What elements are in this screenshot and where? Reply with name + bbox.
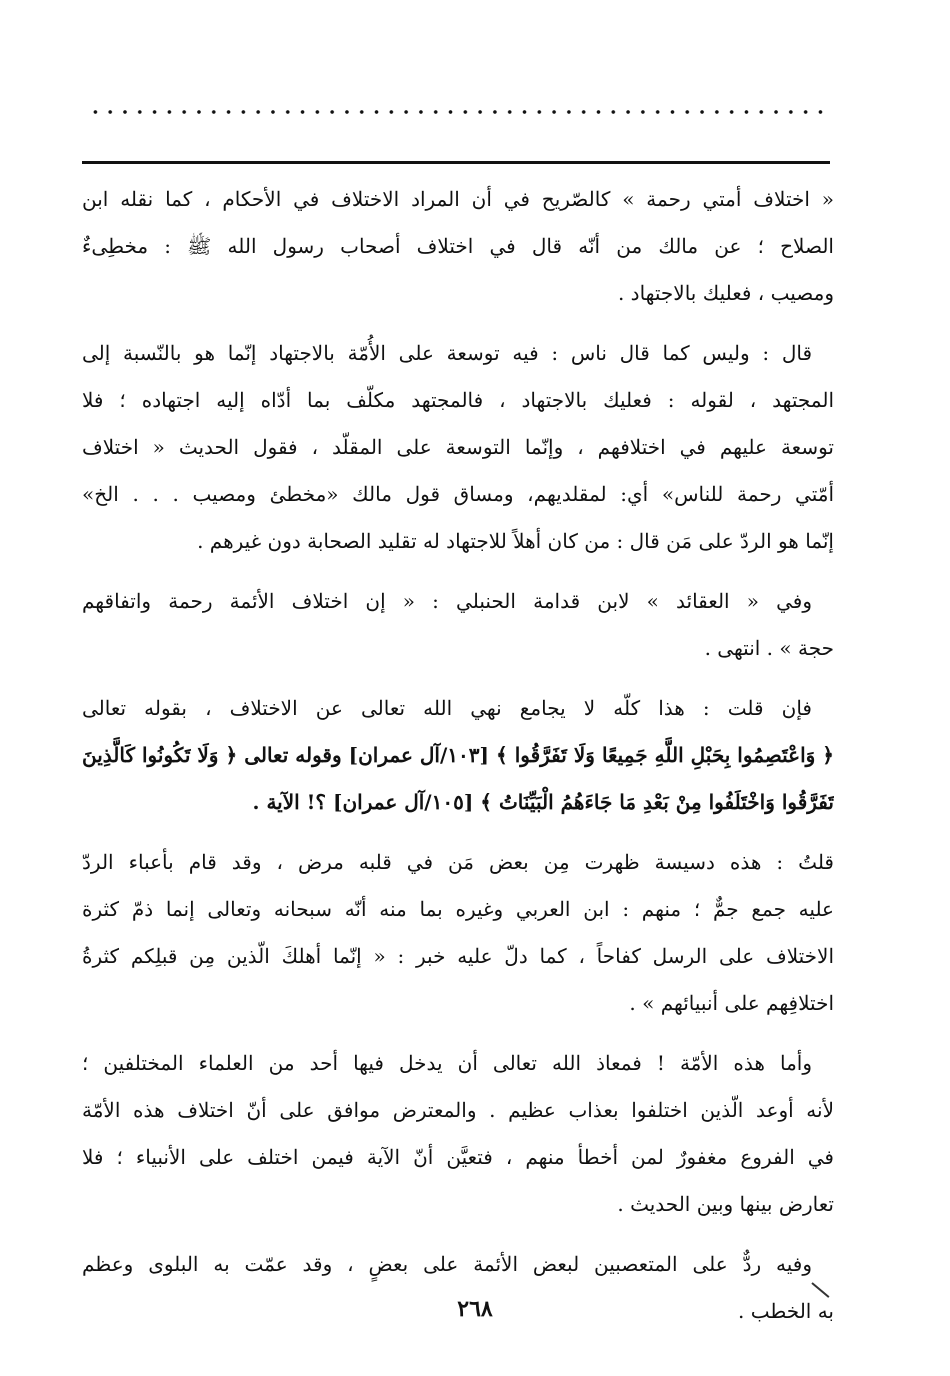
- text-line: فإن قلت : هذا كلّه لا يجامع نهي الله تعالى عن الاختلاف ، بقوله تعالى: [82, 696, 812, 720]
- text-line: عليه جمع جمٌّ ؛ منهم : ابن العربي وغيره بما منه أنّه سبحانه وتعالى إنما ذمّ كثرة: [82, 897, 834, 921]
- text-line: لأنه أوعد الّذين اختلفوا بعذاب عظيم . والمعترض موافق على أنّ اختلاف هذه الأمّة: [82, 1098, 834, 1122]
- text-line: في الفروع مغفورٌ لمن أخطأ منهم ، فتعيَّن أنّ الآية فيمن اختلف على الأنبياء ؛ فلا: [82, 1145, 834, 1169]
- text-line: توسعة عليهم في اختلافهم ، وإنّما التوسعة على المقلّد ، فقول الحديث « اختلاف: [82, 435, 834, 459]
- paragraph-5: [82, 839, 834, 1027]
- text-line: اختلافِهم على أنبيائهم » .: [629, 991, 834, 1015]
- quran-verse-line: تَفَرَّقُوا وَاخْتَلَفُوا مِنْ بَعْدِ مَا جَاءَهُمُ الْبَيِّنَاتُ ﴾ [١٠٥/آل عمران] ؟! الآية .: [252, 790, 834, 814]
- paragraph-2: [82, 330, 834, 565]
- paragraph-3: [82, 578, 834, 672]
- text-line: أمّتي رحمة للناس» أي: لمقلديهم، ومساق قول مالك «مخطئ ومصيب . . . الخ»: [82, 482, 834, 506]
- header-dotted-separator: [88, 108, 828, 116]
- text-line: ومصيب ، فعليك بالاجتهاد .: [617, 281, 834, 305]
- paragraph-1: [82, 176, 834, 317]
- page-body: [82, 176, 834, 1348]
- text-line: « اختلاف أمتي رحمة » كالصّريح في أن المراد الاختلاف في الأحكام ، كما نقله ابن: [82, 187, 834, 211]
- text-line: إنّما هو الردّ على مَن قال : من كان أهلاً للاجتهاد له تقليد الصحابة دون غيرهم .: [197, 529, 834, 553]
- page-number: ٢٦٨: [457, 1296, 493, 1322]
- quran-verse-line: ﴿ وَاعْتَصِمُوا بِحَبْلِ اللَّهِ جَمِيعًا وَلَا تَفَرَّقُوا ﴾ [١٠٣/آل عمران] وقوله تعالى ﴿ وَلَا تَكُونُوا كَالَّذِينَ: [82, 743, 834, 767]
- paragraph-6: [82, 1040, 834, 1228]
- text-line: المجتهد ، لقوله : فعليك بالاجتهاد ، فالمجتهد مكلّف بما أدّاه إليه اجتهاده ؛ فلا: [82, 388, 834, 412]
- text-line: به الخطب .: [738, 1299, 834, 1323]
- text-line: الاختلاف على الرسل كفاحاً ، كما دلّ عليه خبر : « إنّما أهلكَ الّذين مِن قبلِكم كثرةُ: [82, 944, 834, 968]
- text-line: قال : وليس كما قال ناس : فيه توسعة على الأُمّة بالاجتهاد إنّما هو بالنّسبة إلى: [82, 341, 812, 365]
- text-line: تعارض بينها وبين الحديث .: [617, 1192, 834, 1216]
- text-line: حجة » . انتهى .: [704, 636, 834, 660]
- text-line: قلتُ : هذه دسيسة ظهرت مِن بعض مَن في قلبه مرض ، وقد قام بأعباء الردّ: [82, 850, 834, 874]
- text-line: الصلاح ؛ عن مالك من أنّه قال في اختلاف أصحاب رسول الله ﷺ : مخطِىءٌ: [82, 234, 834, 258]
- header-rule: [82, 161, 830, 164]
- text-line: وأما هذه الأمّة ! فمعاذ الله تعالى أن يدخل فيها أحد من العلماء المختلفين ؛: [82, 1051, 812, 1075]
- text-line: وفيه ردٌّ على المتعصبين لبعض الأئمة على بعضٍ ، وقد عمّت به البلوى وعظم: [82, 1252, 812, 1276]
- paragraph-4: [82, 685, 834, 826]
- text-line: وفي « العقائد » لابن قدامة الحنبلي : « إن اختلاف الأئمة رحمة واتفاقهم: [82, 589, 812, 613]
